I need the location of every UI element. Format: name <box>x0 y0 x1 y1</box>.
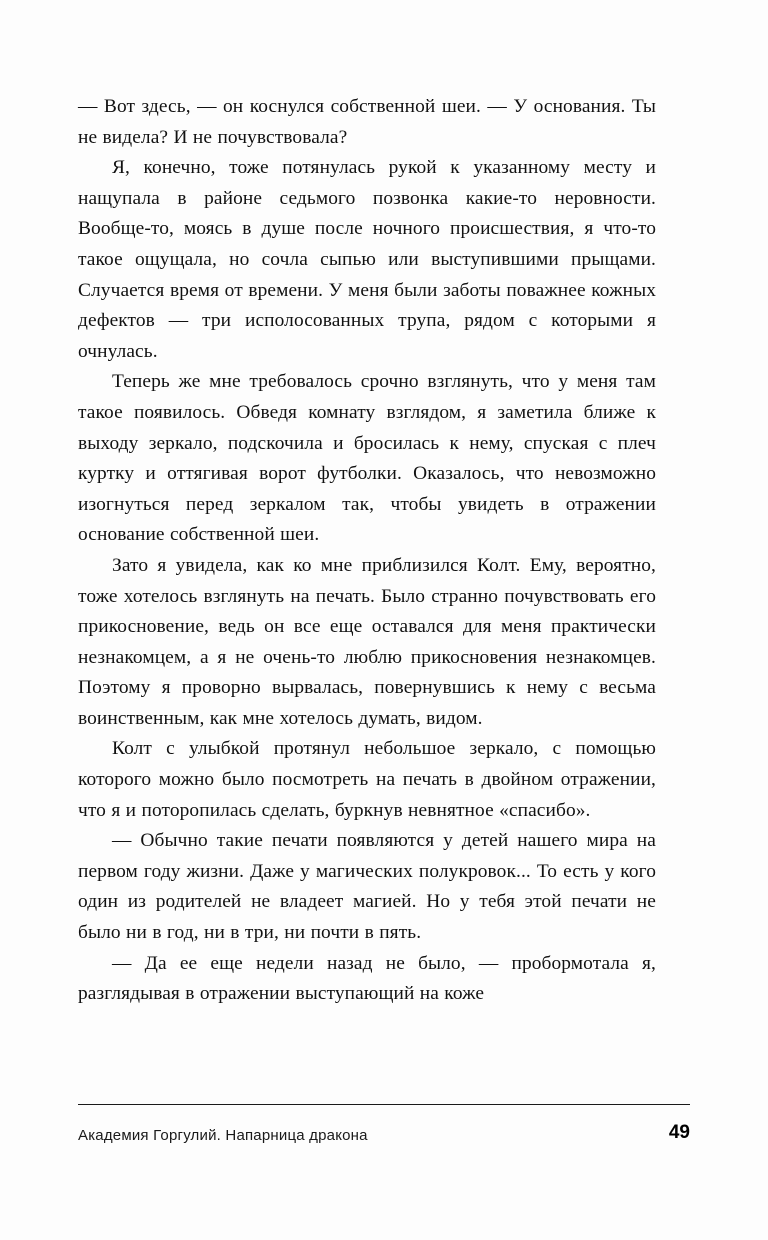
paragraph: — Вот здесь, — он коснулся собственной шеи. — У основания. Ты не видела? И не почувствовала? <box>78 96 656 148</box>
paragraph: Зато я увидела, как ко мне приблизился Колт. Ему, вероятно, тоже хотелось взглянуть на печать. Было странно почувствовать его прикосновение, ведь он все еще оставался для меня практически незнакомцем, а я не очень-то люблю прикосновения незнакомцев. Поэтому я проворно вырвалась, повернувшись к нему с весьма воинственным, как мне хотелось думать, видом. <box>78 554 656 729</box>
page-footer <box>78 1104 690 1144</box>
page-number: 49 <box>668 1122 690 1143</box>
paragraph: Я, конечно, тоже потянулась рукой к указанному месту и нащупала в районе седьмого позвонка какие-то неровности. Вообще-то, моясь в душе после ночного происшествия, я что-то такое ощущала, но сочла сыпью или выступившими прыщами. Случается время от времени. У меня были заботы поважнее кожных дефектов — три исполосованных трупа, рядом с которыми я очнулась. <box>78 157 656 362</box>
body-text <box>78 92 656 1010</box>
paragraph: Теперь же мне требовалось срочно взглянуть, что у меня там такое появилось. Обведя комнату взглядом, я заметила ближе к выходу зеркало, подскочила и бросилась к нему, спуская с плеч куртку и оттягивая ворот футболки. Оказалось, что невозможно изогнуться перед зеркалом так, чтобы увидеть в отражении основание собственной шеи. <box>78 371 656 546</box>
paragraph: Колт с улыбкой протянул небольшое зеркало, с помощью которого можно было посмотреть на печать в двойном отражении, что я и поторопилась сделать, буркнув невнятное «спасибо». <box>78 738 656 821</box>
paragraph: — Да ее еще недели назад не было, — пробормотала я, разглядывая в отражении выступающий на коже <box>78 952 656 1005</box>
running-title: Академия Горгулий. Напарница дракона <box>78 1127 368 1144</box>
paragraph: — Обычно такие печати появляются у детей нашего мира на первом году жизни. Даже у магических полукровок... То есть у кого один из родителей не владеет магией. Но у тебя этой печати не было ни в год, ни в три, ни почти в пять. <box>78 830 656 944</box>
